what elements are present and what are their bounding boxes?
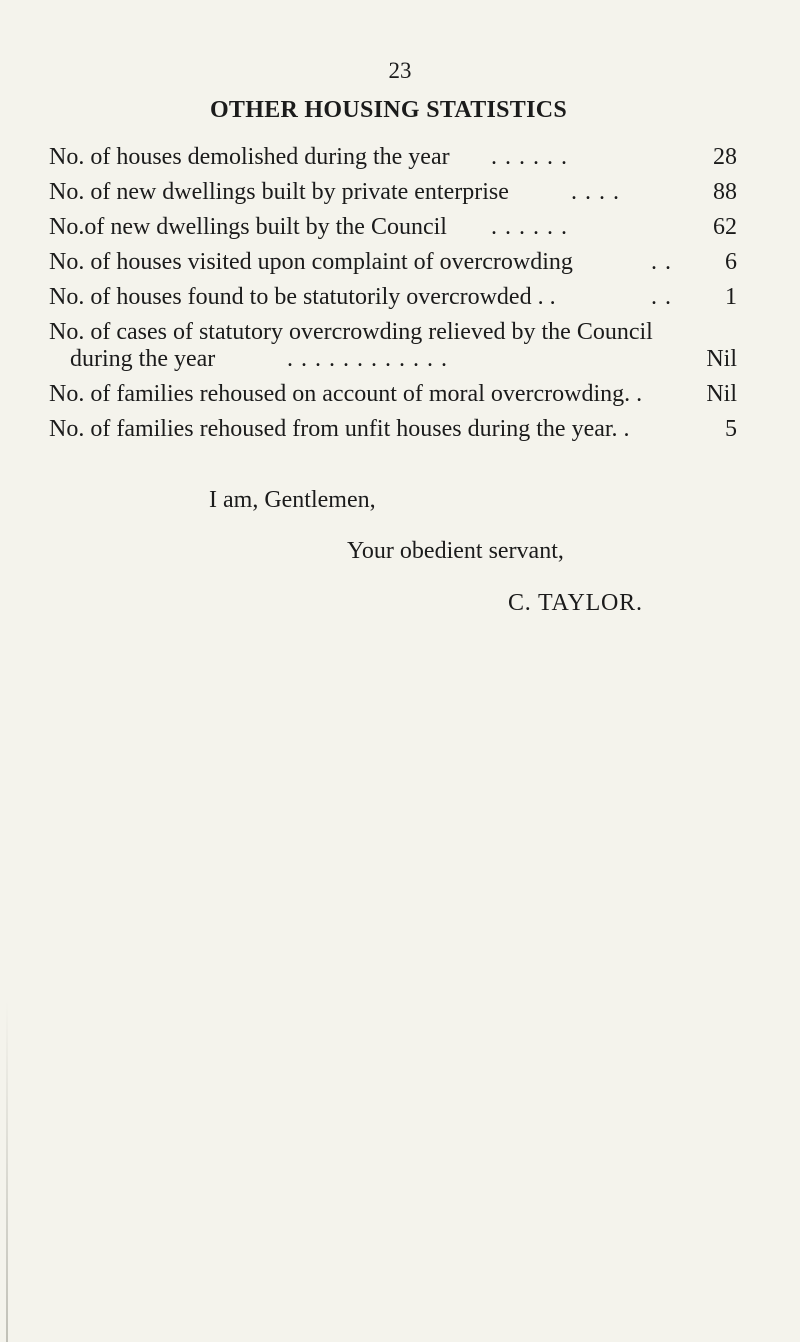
dot-leader: . . . . . . (491, 214, 568, 240)
housing-statistics-list (49, 140, 737, 447)
stat-value: Nil (706, 381, 737, 407)
closing-valediction: Your obedient servant, (347, 538, 564, 564)
closing-salutation: I am, Gentlemen, (209, 487, 376, 513)
page-edge-shadow (6, 1000, 8, 1342)
dot-leader: . . . . . . (491, 144, 568, 170)
stat-label: No.of new dwellings built by the Council (49, 214, 447, 240)
stat-row-unfit-houses (49, 412, 737, 447)
stat-label: No. of families rehoused on account of moral overcrowding. . (49, 381, 643, 407)
stat-value: 5 (725, 416, 737, 442)
stat-row-statutorily-overcrowded (49, 280, 737, 315)
stat-value: 6 (725, 249, 737, 275)
stat-row-houses-demolished (49, 140, 737, 175)
stat-label: No. of houses found to be statutorily overcrowded . . (49, 284, 556, 310)
stat-value: 88 (713, 179, 737, 205)
page-title: OTHER HOUSING STATISTICS (209, 97, 568, 123)
dot-leader: . . (651, 284, 672, 310)
dot-leader: . . (651, 249, 672, 275)
dot-leader: . . . . (571, 179, 620, 205)
stat-row-council-dwellings (49, 210, 737, 245)
stat-row-moral-overcrowding (49, 377, 737, 412)
stat-row-overcrowding-relieved (49, 315, 737, 377)
stat-label: No. of cases of statutory overcrowding relieved by the Council (49, 319, 653, 345)
stat-value: 62 (713, 214, 737, 240)
stat-value: 28 (713, 144, 737, 170)
stat-row-private-dwellings (49, 175, 737, 210)
stat-value: 1 (725, 284, 737, 310)
stat-value: Nil (706, 346, 737, 372)
page-number: 23 (388, 58, 412, 83)
stat-row-overcrowding-complaints (49, 245, 737, 280)
stat-label: No. of houses visited upon complaint of overcrowding (49, 249, 573, 275)
stat-label: No. of new dwellings built by private enterprise (49, 179, 509, 205)
stat-label: No. of houses demolished during the year (49, 144, 450, 170)
dot-leader: . . . . . . . . . . . . (287, 346, 448, 372)
stat-label-continued: during the year (70, 346, 216, 372)
signature-name: C. TAYLOR. (508, 590, 643, 616)
stat-label: No. of families rehoused from unfit houses during the year. . (49, 416, 630, 442)
